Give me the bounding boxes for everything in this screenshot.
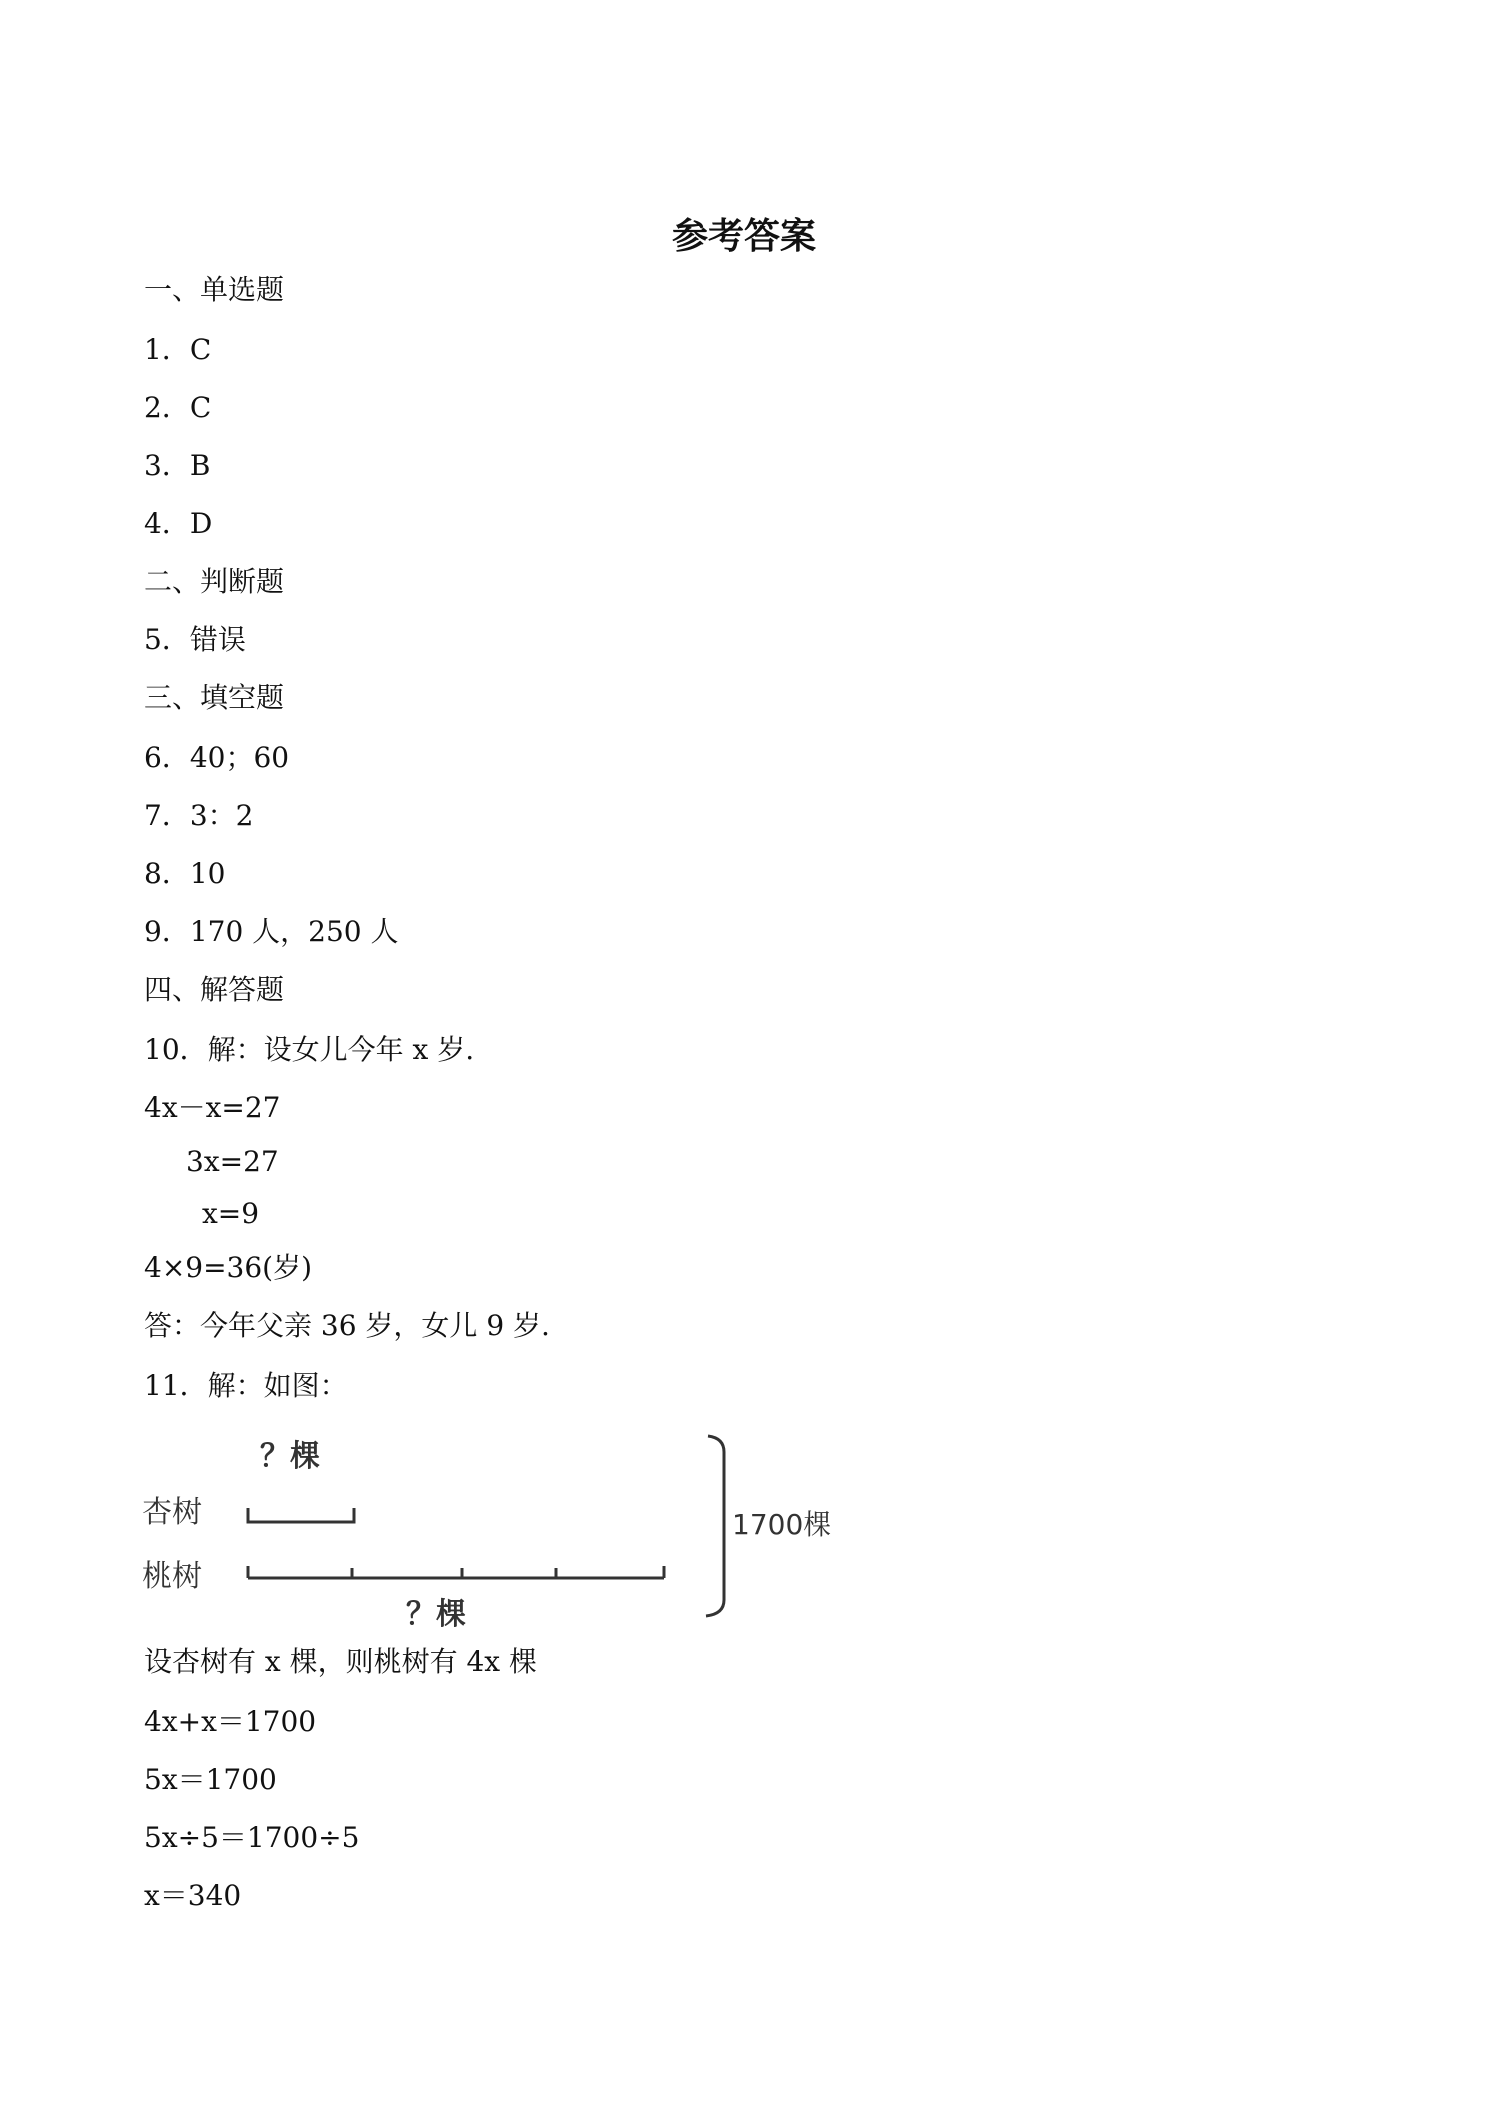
- line-segment-diagram: [140, 1422, 860, 1632]
- total-brace: [706, 1436, 724, 1616]
- answer-item: 5．错误: [144, 623, 246, 656]
- section-heading: 四、解答题: [144, 973, 285, 1006]
- q10-equation: x=9: [202, 1197, 260, 1230]
- page-title: 参考答案: [671, 216, 816, 257]
- answer-item: 8．10: [144, 857, 226, 890]
- q11-equation: 5x＝1700: [144, 1763, 277, 1796]
- q11-intro: 11．解：如图：: [144, 1369, 348, 1402]
- q10-intro: 10．解：设女儿今年 x 岁.: [144, 1033, 475, 1066]
- answer-item: 6．40；60: [144, 741, 290, 774]
- q11-equation: 5x÷5＝1700÷5: [144, 1821, 360, 1854]
- q10-answer: 答：今年父亲 36 岁，女儿 9 岁.: [144, 1309, 550, 1342]
- peach-label: 桃树: [142, 1559, 202, 1594]
- section-heading: 三、填空题: [144, 681, 285, 714]
- answer-item: 9．170 人，250 人: [144, 915, 399, 948]
- q10-equation: 3x=27: [186, 1145, 279, 1178]
- answer-item: 1．C: [144, 333, 212, 366]
- q10-equation: 4×9=36(岁): [144, 1251, 313, 1284]
- apricot-label: 杏树: [142, 1495, 202, 1530]
- q11-setup: 设杏树有 x 棵，则桃树有 4x 棵: [144, 1645, 537, 1678]
- q10-equation: 4x－x=27: [144, 1091, 281, 1124]
- q11-equation: x＝340: [144, 1879, 242, 1912]
- total-label: 1700棵: [732, 1508, 832, 1541]
- section-heading: 一、单选题: [144, 273, 285, 306]
- answer-item: 3．B: [144, 449, 211, 482]
- answer-item: 2．C: [144, 391, 212, 424]
- top-question-label: ？棵: [260, 1439, 320, 1474]
- q11-equation: 4x+x＝1700: [144, 1705, 317, 1738]
- answer-item: 4．D: [144, 507, 213, 540]
- answer-item: 7．3：2: [144, 799, 254, 832]
- apricot-segment: [248, 1508, 354, 1522]
- section-heading: 二、判断题: [144, 565, 285, 598]
- bottom-question-label: ？棵: [406, 1597, 466, 1632]
